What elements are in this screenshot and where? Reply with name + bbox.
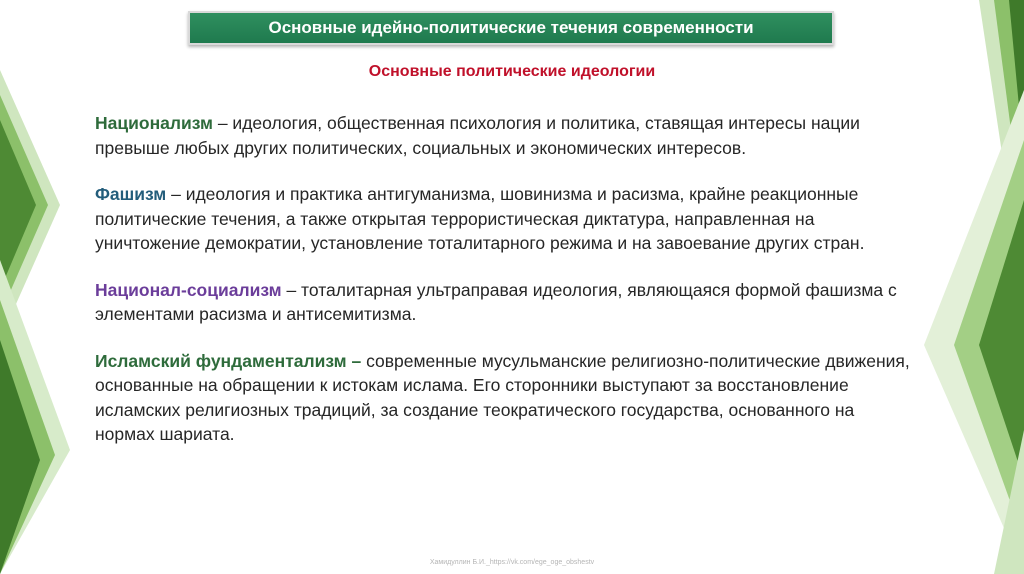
definition-text: – идеология, общественная психология и политика, ставящая интересы нации превыше любых других политических, социальных и экономических интересов. [95,113,860,158]
term-national-socialism: Национал-социализм [95,279,282,300]
slide-subtitle: Основные политические идеологии [368,63,656,80]
header-banner [188,11,834,45]
slide-title: Основные идейно-политические течения современности [268,18,754,37]
term-islamic-fundamentalism: Исламский фундаментализм – [95,350,362,371]
definition-fascism [95,182,915,256]
definition-islamic-fundamentalism [95,349,915,447]
definition-national-socialism [95,278,915,327]
definition-text: – идеология и практика антигуманизма, шовинизма и расизма, крайне реакционные политические течения, а также открытая террористическая диктатура, направленная на уничтожение демократии, установление тоталитарного режима и на завоевание других стран. [95,184,865,253]
footer-credit: Хамидуллин Б.И._https://vk.com/ege_oge_obshestv [429,559,595,566]
definition-text: – тоталитарная ультраправая идеология, являющаяся формой фашизма с элементами расизма и антисемитизма. [95,279,897,324]
term-nationalism: Национализм [95,113,213,133]
definition-nationalism [95,111,915,160]
definition-text: современные мусульманские религиозно-политические движения, основанные на обращении к истокам ислама. Его сторонники выступают за восстановление исламских религиозных традиций, за создание теократического государства, основанного на нормах шариата. [95,350,910,444]
definitions-list [95,111,915,469]
term-fascism: Фашизм [95,184,167,204]
